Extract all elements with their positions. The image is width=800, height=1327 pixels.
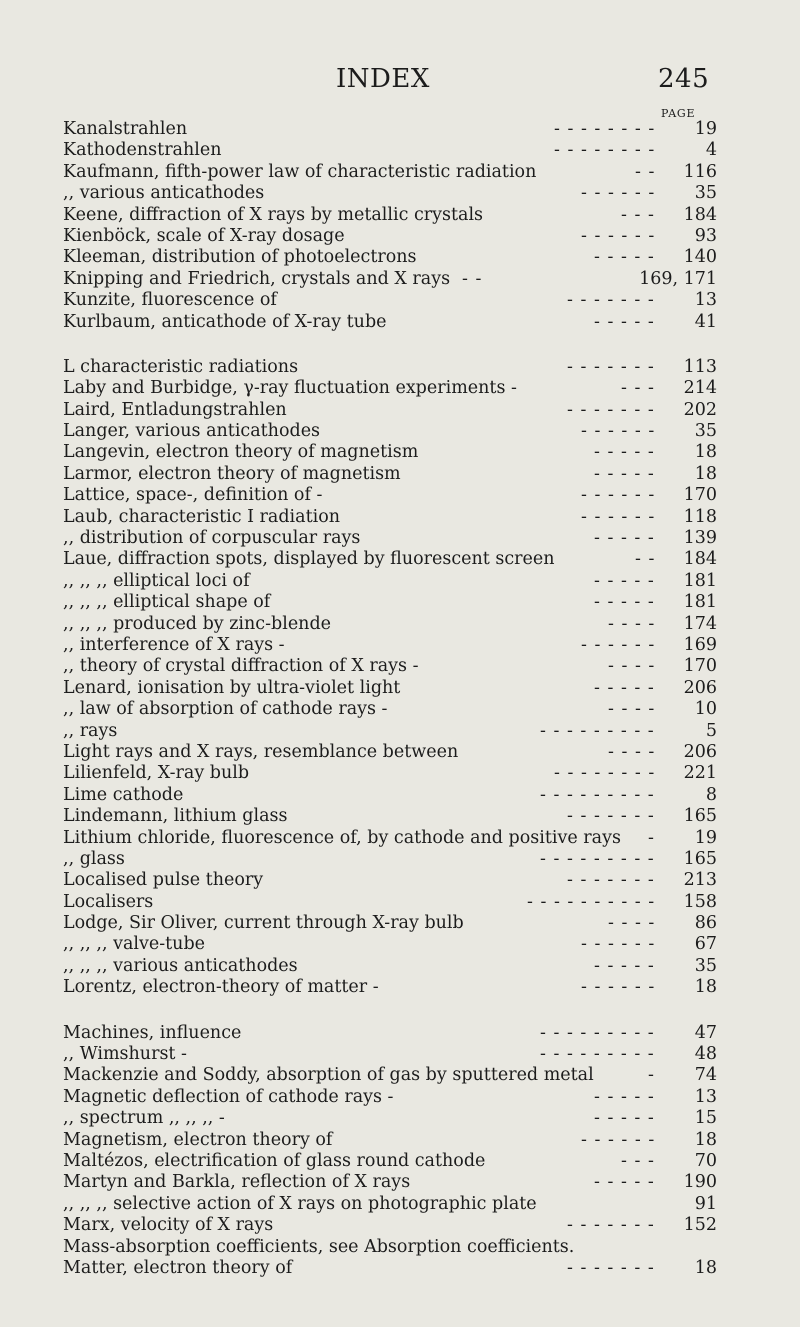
index-entry: [63, 870, 717, 891]
index-entry: [63, 205, 717, 226]
index-entry: [63, 1258, 717, 1279]
entry-text: Lenard, ionisation by ultra-violet light: [63, 677, 401, 698]
index-entry: [63, 977, 717, 998]
entry-text: Langer, various anticathodes: [63, 421, 321, 442]
entry-text: Kaufmann, fifth-power law of characteristic radiation: [63, 161, 537, 182]
entry-leader: - - - -: [608, 741, 656, 762]
index-entry: [63, 806, 717, 827]
entry-page: 13: [694, 290, 717, 311]
index-entry: [63, 290, 717, 311]
entry-leader: - - - - - - -: [567, 399, 655, 420]
entry-text: Machines, influence: [63, 1022, 242, 1043]
entry-page: 214: [683, 378, 717, 399]
entry-page: 113: [683, 356, 717, 377]
index-entry: [63, 312, 717, 333]
index-entry: [63, 785, 717, 806]
index-entry: [63, 1023, 717, 1044]
entry-leader: - - - - - - -: [567, 290, 655, 311]
entry-leader: -: [648, 1065, 655, 1086]
entry-leader: - - -: [621, 204, 655, 225]
entry-page: 170: [683, 656, 717, 677]
entry-text: ,, ,, ,, selective action of X rays on photographic plate: [63, 1193, 537, 1214]
entry-page: 19: [694, 119, 717, 139]
index-entry: [63, 1151, 717, 1172]
entry-text: Laue, diffraction spots, displayed by fluorescent screen: [63, 549, 555, 570]
entry-page: 35: [694, 955, 717, 976]
entry-page: 206: [683, 741, 717, 762]
entry-text: Laby and Burbidge, γ-ray fluctuation experiments -: [63, 378, 517, 399]
entry-page: 18: [694, 1257, 717, 1278]
entry-text: ,, ,, ,, valve-tube: [63, 934, 205, 955]
entry-leader: - - - -: [608, 699, 656, 720]
entry-text: Knipping and Friedrich, crystals and X rays: [63, 268, 451, 289]
entry-leader: - - - - -: [594, 1086, 655, 1107]
entry-leader: - - - - - -: [581, 1129, 656, 1150]
entry-text: Lilienfeld, X-ray bulb: [63, 763, 250, 784]
entry-text: ,, Wimshurst -: [63, 1044, 187, 1065]
entry-leader: - - - - -: [594, 592, 655, 613]
index-entry: [63, 378, 717, 399]
entry-text: ,, theory of crystal diffraction of X rays -: [63, 656, 419, 677]
entry-text: Lime cathode: [63, 784, 184, 805]
entry-leader: - - - - - -: [581, 485, 656, 506]
entry-page: 181: [683, 592, 717, 613]
index-entry: [63, 549, 717, 570]
entry-page: 18: [694, 442, 717, 463]
entry-page: 8: [705, 784, 717, 805]
entry-page: 86: [694, 913, 717, 934]
entry-text: Kanalstrahlen: [63, 119, 188, 139]
entry-page: 158: [683, 891, 717, 912]
index-entry: [63, 849, 717, 870]
entry-leader: - - - -: [608, 656, 656, 677]
entry-page: 35: [694, 421, 717, 442]
entry-leader: - -: [635, 549, 656, 570]
entry-text: Maltézos, electrification of glass round cathode: [63, 1150, 486, 1171]
entry-page: 41: [694, 311, 717, 332]
entry-page: 4: [705, 140, 717, 161]
page-title: INDEX: [336, 64, 430, 94]
index-entry: [63, 357, 717, 378]
index-entry: [63, 1108, 717, 1129]
entry-leader: - - - - -: [594, 247, 655, 268]
entry-text: ,, ,, ,, various anticathodes: [63, 955, 298, 976]
entry-page: 93: [694, 225, 717, 246]
entry-text: Lattice, space-, definition of -: [63, 485, 323, 506]
entry-text: ,, law of absorption of cathode rays -: [63, 699, 388, 720]
entry-text: Lodge, Sir Oliver, current through X-ray bulb: [63, 913, 464, 934]
entry-text: Laird, Entladungstrahlen: [63, 399, 287, 420]
entry-leader: - - -: [621, 378, 655, 399]
entry-leader: - - - - - - - - -: [540, 784, 655, 805]
entry-text: ,, ,, ,, elliptical loci of: [63, 570, 250, 591]
index-entry: [63, 742, 717, 763]
index-entry: [63, 678, 717, 699]
index-entry: [63, 119, 717, 140]
index-entry: [63, 421, 717, 442]
entry-text: Kathodenstrahlen: [63, 140, 222, 161]
entry-page: 202: [683, 399, 717, 420]
entry-leader: - - - - - - - - -: [540, 848, 655, 869]
entry-leader: - - - - - - -: [567, 870, 655, 891]
entry-page: 170: [683, 485, 717, 506]
page-header: [0, 64, 800, 104]
index-entry: [63, 635, 717, 656]
entry-page: 116: [683, 161, 717, 182]
entry-text: Light rays and X rays, resemblance between: [63, 741, 459, 762]
entry-leader: - - - - -: [594, 311, 655, 332]
entry-text: ,, ,, ,, elliptical shape of: [63, 592, 271, 613]
index-entry: [63, 162, 717, 183]
index-entry: [63, 528, 717, 549]
entry-text: Mackenzie and Soddy, absorption of gas by sputtered metal: [63, 1065, 594, 1086]
entry-page: 206: [683, 677, 717, 698]
entry-text: Kleeman, distribution of photoelectrons: [63, 247, 417, 268]
entry-page: 18: [694, 1129, 717, 1150]
entry-leader: - - - - - - -: [567, 1257, 655, 1278]
index-entry: [63, 763, 717, 784]
entry-leader: - - - - - -: [581, 183, 656, 204]
entry-text: ,, spectrum ,, ,, ,, -: [63, 1108, 225, 1129]
index-entry: [63, 226, 717, 247]
entry-page: 169: [683, 634, 717, 655]
index-entry: [63, 464, 717, 485]
entry-text: Kunzite, fluorescence of: [63, 290, 277, 311]
entry-leader: - - - -: [608, 913, 656, 934]
entry-leader: - - - - -: [594, 463, 655, 484]
entry-leader: - - - - - -: [581, 421, 656, 442]
entry-page: 47: [694, 1022, 717, 1043]
entry-leader: - - - - - -: [581, 634, 656, 655]
entry-text: L characteristic radiations: [63, 356, 299, 377]
entry-page: 174: [683, 613, 717, 634]
entry-text: Lindemann, lithium glass: [63, 806, 288, 827]
entry-leader: -: [648, 827, 655, 848]
entry-text: Magnetism, electron theory of: [63, 1129, 333, 1150]
index-entry: [63, 828, 717, 849]
entry-leader: - - - - -: [594, 677, 655, 698]
entry-text: ,, interference of X rays -: [63, 634, 285, 655]
entry-page: 152: [683, 1215, 717, 1236]
entry-text: Langevin, electron theory of magnetism: [63, 442, 419, 463]
entry-text: Kurlbaum, anticathode of X-ray tube: [63, 311, 387, 332]
entry-leader: - - - - - - - -: [554, 119, 656, 139]
index-entry: [63, 1065, 717, 1086]
index-entry: [63, 892, 717, 913]
entry-leader: - - - - - -: [581, 506, 656, 527]
index-entries: [63, 119, 717, 1279]
entry-text: ,, glass: [63, 848, 125, 869]
index-entry: [63, 1087, 717, 1108]
index-entry: [63, 699, 717, 720]
entry-page: 118: [683, 506, 717, 527]
entry-text: Keene, diffraction of X rays by metallic crystals: [63, 204, 484, 225]
entry-leader: - - - - - - - - -: [540, 720, 655, 741]
entry-text: Localised pulse theory: [63, 870, 264, 891]
entry-page: 181: [683, 570, 717, 591]
entry-leader: - - - - - - -: [567, 1215, 655, 1236]
entry-leader: - - - - - - - -: [554, 140, 656, 161]
entry-text: ,, distribution of corpuscular rays: [63, 528, 361, 549]
entry-text: Marx, velocity of X rays: [63, 1215, 274, 1236]
index-entry: [63, 247, 717, 268]
entry-leader: - - - - -: [594, 1108, 655, 1129]
index-entry: [63, 614, 717, 635]
entry-leader: - - - - - - -: [567, 806, 655, 827]
entry-page: 74: [694, 1065, 717, 1086]
index-entry: [63, 913, 717, 934]
entry-leader: - - - - -: [594, 442, 655, 463]
index-entry: [63, 400, 717, 421]
index-entry: [63, 485, 717, 506]
entry-page: 35: [694, 183, 717, 204]
entry-page: 184: [683, 549, 717, 570]
entry-text: ,, ,, ,, produced by zinc-blende: [63, 613, 332, 634]
entry-page: 165: [683, 848, 717, 869]
index-entry: [63, 1044, 717, 1065]
entry-leader: - -: [462, 268, 483, 289]
index-entry: [63, 1194, 717, 1215]
index-entry: [63, 183, 717, 204]
entry-leader: - - - - - - -: [567, 356, 655, 377]
entry-leader: - - - - - - - - - -: [527, 891, 656, 912]
entry-text: Kienböck, scale of X-ray dosage: [63, 225, 345, 246]
entry-leader: - -: [635, 161, 656, 182]
entry-page: 91: [694, 1193, 717, 1214]
entry-page: 15: [694, 1108, 717, 1129]
entry-page: 169, 171: [639, 268, 717, 289]
entry-page: 48: [694, 1044, 717, 1065]
index-entry: [63, 442, 717, 463]
index-entry: [63, 721, 717, 742]
index-entry: [63, 592, 717, 613]
entry-page: 165: [683, 806, 717, 827]
index-entry: [63, 956, 717, 977]
entry-leader: - - - - -: [594, 570, 655, 591]
entry-page: 213: [683, 870, 717, 891]
entry-leader: - - -: [621, 1150, 655, 1171]
entry-page: 19: [694, 827, 717, 848]
entry-page: 18: [694, 463, 717, 484]
entry-text: ,, various anticathodes: [63, 183, 265, 204]
entry-page: 70: [694, 1150, 717, 1171]
index-entry: [63, 934, 717, 955]
entry-page: 184: [683, 204, 717, 225]
entry-leader: - - - -: [608, 613, 656, 634]
entry-text: Localisers: [63, 891, 154, 912]
index-entry: [63, 1172, 717, 1193]
entry-leader: - - - - - - - - -: [540, 1044, 655, 1065]
entry-page: 139: [683, 528, 717, 549]
index-entry: [63, 656, 717, 677]
entry-text: Matter, electron theory of: [63, 1257, 293, 1278]
entry-text: Magnetic deflection of cathode rays -: [63, 1086, 394, 1107]
entry-leader: - - - - - -: [581, 934, 656, 955]
index-entry: [63, 269, 717, 290]
entry-page: 221: [683, 763, 717, 784]
entry-leader: - - - - -: [594, 955, 655, 976]
entry-text: Lithium chloride, fluorescence of, by cathode and positive rays: [63, 827, 621, 848]
entry-leader: - - - - - -: [581, 225, 656, 246]
entry-leader: - - - - -: [594, 1172, 655, 1193]
entry-page: 10: [694, 699, 717, 720]
entry-page: 67: [694, 934, 717, 955]
entry-leader: - - - - - - - -: [554, 763, 656, 784]
entry-text: Mass-absorption coefficients, see Absorption coefficients.: [63, 1236, 575, 1257]
entry-page: 13: [694, 1086, 717, 1107]
index-entry: [63, 1215, 717, 1236]
entry-page: 140: [683, 247, 717, 268]
page-column-label: PAGE: [661, 107, 696, 120]
entry-page: 5: [705, 720, 717, 741]
entry-text: Laub, characteristic I radiation: [63, 506, 341, 527]
page-number: 245: [658, 64, 710, 94]
index-entry: [63, 1130, 717, 1151]
index-entry: [63, 140, 717, 161]
entry-text: ,, rays: [63, 720, 118, 741]
index-entry: [63, 571, 717, 592]
entry-leader: - - - - -: [594, 528, 655, 549]
entry-page: 190: [683, 1172, 717, 1193]
entry-text: Larmor, electron theory of magnetism: [63, 463, 401, 484]
index-entry: [63, 507, 717, 528]
index-entry: [63, 1237, 717, 1258]
entry-leader: - - - - - -: [581, 977, 656, 998]
entry-page: 18: [694, 977, 717, 998]
entry-text: Lorentz, electron-theory of matter -: [63, 977, 379, 998]
entry-leader: - - - - - - - - -: [540, 1022, 655, 1043]
entry-text: Martyn and Barkla, reflection of X rays: [63, 1172, 411, 1193]
